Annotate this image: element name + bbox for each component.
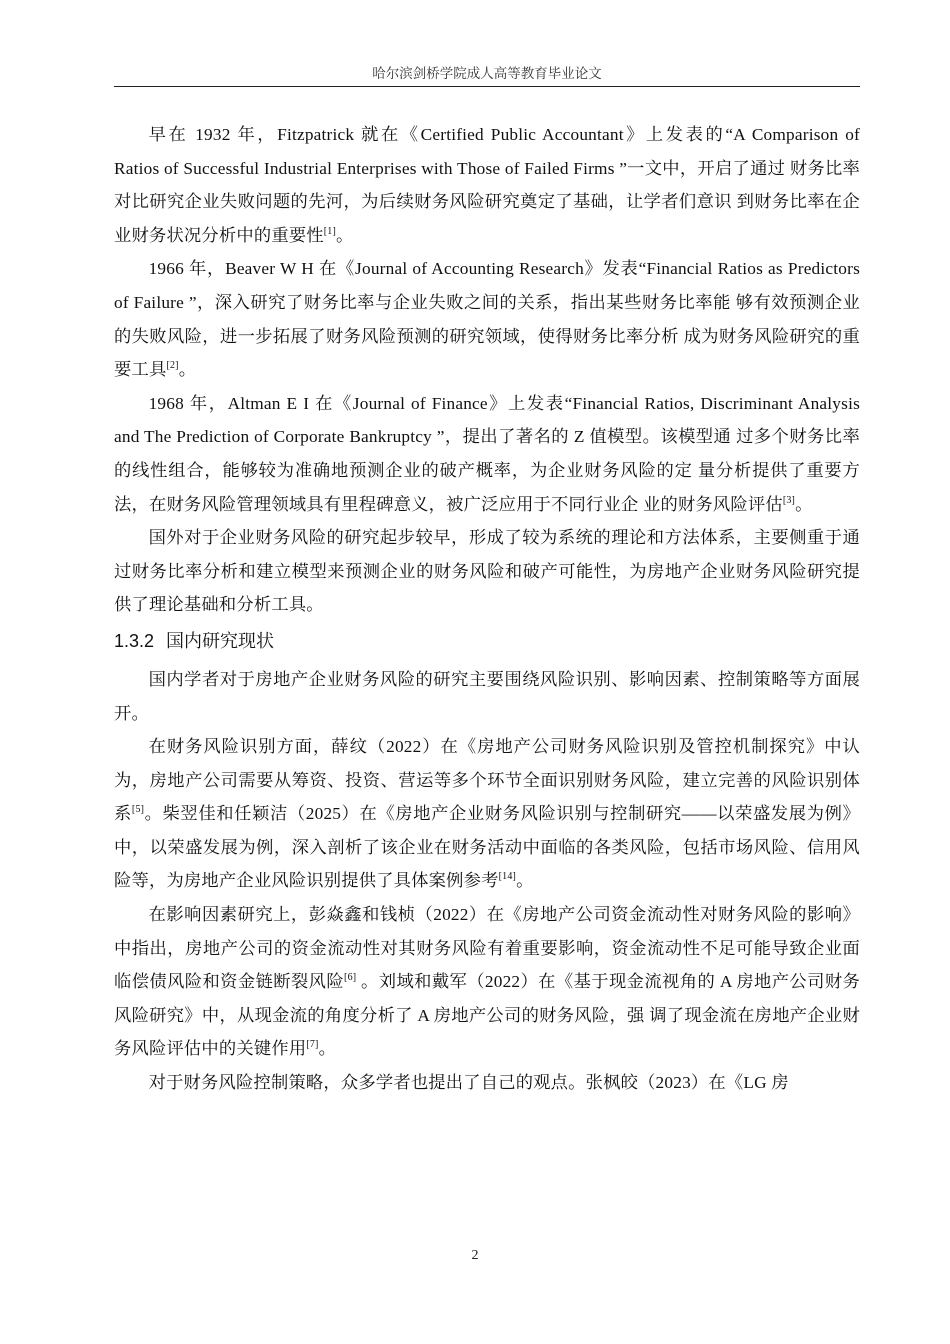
paragraph-control-strategy: 对于财务风险控制策略，众多学者也提出了自己的观点。张枫皎（2023）在《LG 房 xyxy=(148,1073,789,1093)
paragraph-altman: 1968 年，Altman E I 在《Journal of Finance》上发表“Financial Ratios, Discriminant Analysis and The Prediction of Corporate Bankruptcy ”，提出了著名的 Z 值模型。该模型通 过多个财务比率的线性组合，能够较为准确地预测企业的破产概率，为企业财务风险的定 量分析提供了重要方法，在财务风险管理领域具有里程碑意义，被广泛应用于不同行业企 业的财务风险评估[3]。 xyxy=(114,393,860,514)
page-number: 2 xyxy=(471,1248,479,1263)
section-number: 1.3.2 xyxy=(114,630,155,651)
paragraph-influencing-factors: 在影响因素研究上，彭焱鑫和钱桢（2022）在《房地产公司资金流动性对财务风险的影响》中指出，房地产公司的资金流动性对其财务风险有着重要影响，资金流动性不足可能导致企业面临偿债风险和资金链断裂风险[6] 。刘域和戴军（2022）在《基于现金流视角的 A 房地产公司财务风险研究》中，从现金流的角度分析了 A 房地产公司的财务风险，强 调了现金流在房地产企业财务风险评估中的关键作用[7]。 xyxy=(114,905,860,1059)
citation-ref: [6] xyxy=(344,972,357,984)
header-title: 哈尔滨剑桥学院成人高等教育毕业论文 xyxy=(372,66,602,81)
paragraph-beaver: 1966 年，Beaver W H 在《Journal of Accounting Research》发表“Financial Ratios as Predictors of Failure ”，深入研究了财务比率与企业失败之间的关系，指出某些财务比率能 够有效预测企业的失败风险，进一步拓展了财务风险预测的研究领域，使得财务比率分析 成为财务风险研究的重要工具[2]。 xyxy=(114,259,860,380)
citation-ref: [3] xyxy=(782,494,796,506)
citation-ref: [14] xyxy=(498,871,517,883)
citation-ref: [2] xyxy=(166,360,179,372)
paragraph-domestic-intro: 国内学者对于房地产企业财务风险的研究主要围绕风险识别、影响因素、控制策略等方面展开。 xyxy=(114,669,860,723)
citation-ref: [5] xyxy=(131,804,145,816)
paragraph-risk-identification: 在财务风险识别方面，薛纹（2022）在《房地产公司财务风险识别及管控机制探究》中认为，房地产公司需要从筹资、投资、营运等多个环节全面识别财务风险，建立完善的风险识别体系[5]。柴翌佳和任颖洁（2025）在《房地产企业财务风险识别与控制研究——以荣盛发展为例》中，以荣盛发展为例，深入剖析了该企业在财务活动中面临的各类风险，包括市场风险、信用风险等，为房地产企业风险识别提供了具体案例参考[14]。 xyxy=(114,737,861,891)
paragraph-foreign-summary: 国外对于企业财务风险的研究起步较早，形成了较为系统的理论和方法体系，主要侧重于通过财务比率分析和建立模型来预测企业的财务风险和破产可能性，为房地产企业财务风险研究提供了理论基础和分析工具。 xyxy=(114,528,860,615)
paragraph-fitzpatrick: 早在 1932 年，Fitzpatrick 就在《Certified Public Accountant》上发表的“A Comparison of Ratios of Successful Industrial Enterprises with Those of Failed Firms ”一文中，开启了通过 财务比率对比研究企业失败问题的先河，为后续财务风险研究奠定了基础，让学者们意识 到财务比率在企业财务状况分析中的重要性[1]。 xyxy=(114,125,860,245)
citation-ref: [1] xyxy=(323,226,337,238)
document-body xyxy=(114,118,860,1100)
section-heading xyxy=(114,624,860,659)
page-header xyxy=(114,64,860,87)
citation-ref: [7] xyxy=(306,1039,319,1051)
section-title: 国内研究现状 xyxy=(166,630,275,652)
